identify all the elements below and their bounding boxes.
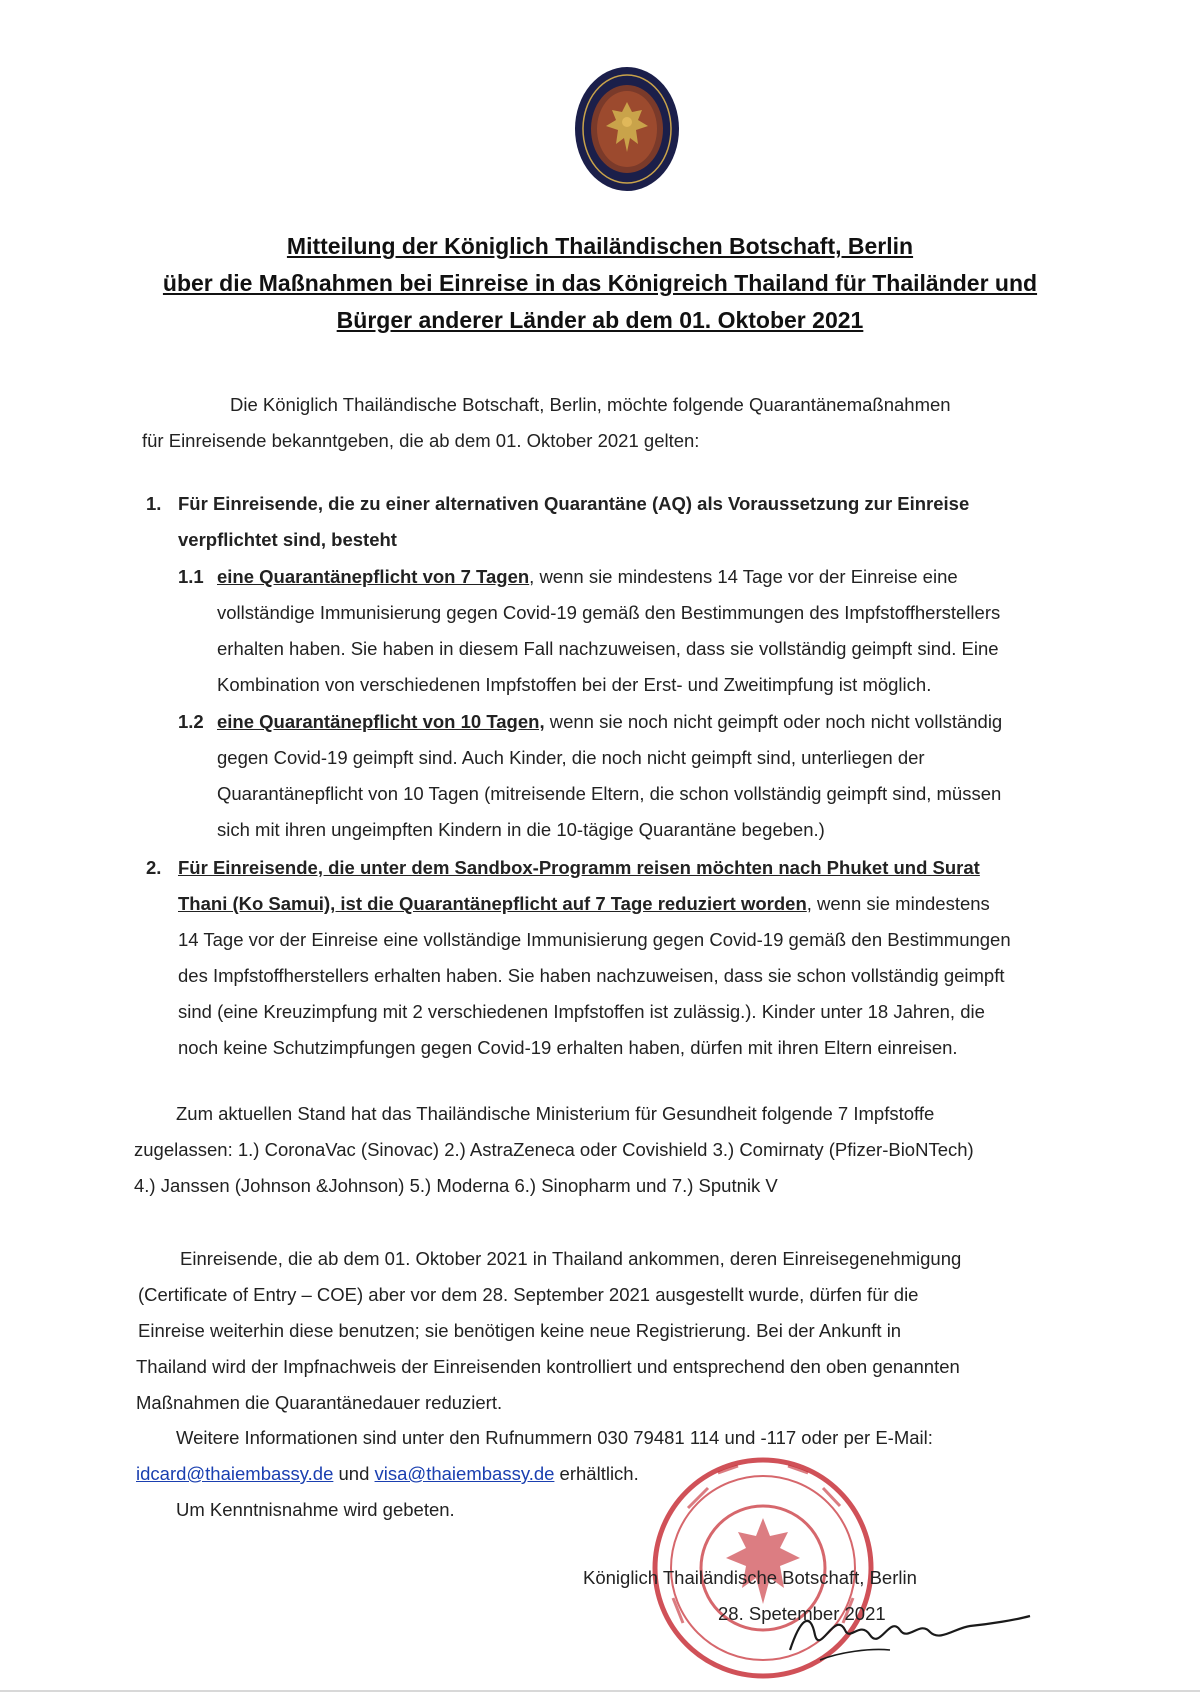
item-1-number: 1. bbox=[146, 493, 162, 514]
page-bottom-edge bbox=[0, 1690, 1200, 1692]
coe-line-1: Einreisende, die ab dem 01. Oktober 2021 in Thailand ankommen, deren Einreisegenehmigung bbox=[180, 1248, 962, 1269]
item-2-line-5: sind (eine Kreuzimpfung mit 2 verschiedenen Impfstoffen ist zulässig.). Kinder unter 18 Jahren, die bbox=[178, 1001, 985, 1022]
item-1-line-2: verpflichtet sind, besteht bbox=[178, 529, 397, 550]
coe-line-3: Einreise weiterhin diese benutzen; sie benötigen keine neue Registrierung. Bei der Ankunft in bbox=[138, 1320, 902, 1341]
coe-line-2: (Certificate of Entry – COE) aber vor dem 28. September 2021 ausgestellt wurde, dürfen für die bbox=[138, 1284, 919, 1305]
item-2-line-2-rest: , wenn sie mindestens bbox=[806, 893, 990, 914]
sub-1-2-lead: eine Quarantänepflicht von 10 Tagen, bbox=[217, 711, 545, 732]
intro-line-2: für Einreisende bekanntgeben, die ab dem 01. Oktober 2021 gelten: bbox=[142, 430, 700, 451]
coe-line-4: Thailand wird der Impfnachweis der Einreisenden kontrolliert und entsprechend den oben genannten bbox=[136, 1356, 960, 1377]
intro-line-1: Die Königlich Thailändische Botschaft, Berlin, möchte folgende Quarantänemaßnahmen bbox=[230, 394, 951, 415]
sub-1-2-line-1-rest: wenn sie noch nicht geimpft oder noch nicht vollständig bbox=[544, 711, 1003, 732]
item-2-line-6: noch keine Schutzimpfungen gegen Covid-19 erhalten haben, dürfen mit ihren Eltern einreisen. bbox=[178, 1037, 958, 1058]
item-2-number: 2. bbox=[146, 857, 162, 878]
sub-1-2-line-3: Quarantänepflicht von 10 Tagen (mitreisende Eltern, die schon vollständig geimpft sind, müssen bbox=[217, 783, 1002, 804]
sub-1-1-lead: eine Quarantänepflicht von 7 Tagen bbox=[217, 566, 530, 587]
item-1-line-1: Für Einreisende, die zu einer alternativen Quarantäne (AQ) als Voraussetzung zur Einreise bbox=[178, 493, 970, 514]
signature-date: 28. Spetember 2021 bbox=[718, 1603, 886, 1624]
handwritten-signature bbox=[780, 1580, 1040, 1670]
item-2-line-4: des Impfstoffherstellers erhalten haben. Sie haben nachzuweisen, dass sie schon vollständig geimpft bbox=[178, 965, 1005, 986]
coe-line-5: Maßnahmen die Quarantänedauer reduziert. bbox=[136, 1392, 503, 1413]
item-2-line-3: 14 Tage vor der Einreise eine vollständige Immunisierung gegen Covid-19 gemäß den Bestimmungen bbox=[178, 929, 1011, 950]
item-2-line-2 bbox=[178, 886, 990, 922]
info-line-2 bbox=[136, 1456, 639, 1492]
vaccines-line-2: zugelassen: 1.) CoronaVac (Sinovac) 2.) AstraZeneca oder Covishield 3.) Comirnaty (Pfizer-BioNTech) bbox=[134, 1139, 974, 1160]
document-title bbox=[0, 228, 1200, 339]
info-line-1: Weitere Informationen sind unter den Rufnummern 030 79481 114 und -117 oder per E-Mail: bbox=[176, 1427, 933, 1448]
vaccines-line-3: 4.) Janssen (Johnson &Johnson) 5.) Moderna 6.) Sinopharm und 7.) Sputnik V bbox=[134, 1175, 778, 1196]
vaccines-line-1: Zum aktuellen Stand hat das Thailändische Ministerium für Gesundheit folgende 7 Impfstoffe bbox=[176, 1103, 935, 1124]
sub-1-1-line-3: erhalten haben. Sie haben in diesem Fall nachzuweisen, dass sie vollständig geimpft sind. Eine bbox=[217, 638, 999, 659]
email-link-visa[interactable]: visa@thaiembassy.de bbox=[374, 1463, 555, 1484]
sub-1-1-line-1 bbox=[217, 559, 958, 595]
email-connector: und bbox=[333, 1463, 375, 1484]
closing-line: Um Kenntnisnahme wird gebeten. bbox=[176, 1499, 455, 1520]
item-2-lead-line-1: Für Einreisende, die unter dem Sandbox-Programm reisen möchten nach Phuket und Surat bbox=[178, 857, 980, 878]
sub-1-1-line-4: Kombination von verschiedenen Impfstoffen bei der Erst- und Zweitimpfung ist möglich. bbox=[217, 674, 932, 695]
sub-1-2-line-1 bbox=[217, 704, 1002, 740]
sub-1-2-line-4: sich mit ihren ungeimpften Kindern in die 10-tägige Quarantäne begeben.) bbox=[217, 819, 825, 840]
email-link-idcard[interactable]: idcard@thaiembassy.de bbox=[136, 1463, 334, 1484]
title-line-3: Bürger anderer Länder ab dem 01. Oktober 2021 bbox=[336, 307, 864, 333]
email-suffix: erhältlich. bbox=[554, 1463, 639, 1484]
title-line-2: über die Maßnahmen bei Einreise in das Königreich Thailand für Thailänder und bbox=[162, 270, 1038, 296]
item-2-lead-line-2: Thani (Ko Samui), ist die Quarantänepflicht auf 7 Tage reduziert worden bbox=[178, 893, 807, 914]
sub-1-1-line-1-rest: , wenn sie mindestens 14 Tage vor der Einreise eine bbox=[529, 566, 958, 587]
sub-1-1-line-2: vollständige Immunisierung gegen Covid-19 gemäß den Bestimmungen des Impfstoffherstellers bbox=[217, 602, 1001, 623]
title-line-1: Mitteilung der Königlich Thailändischen Botschaft, Berlin bbox=[286, 233, 914, 259]
sub-1-1-number: 1.1 bbox=[178, 566, 204, 587]
signature-org: Königlich Thailändische Botschaft, Berlin bbox=[583, 1567, 917, 1588]
sub-1-2-line-2: gegen Covid-19 geimpft sind. Auch Kinder, die noch nicht geimpft sind, unterliegen der bbox=[217, 747, 925, 768]
sub-1-2-number: 1.2 bbox=[178, 711, 204, 732]
garuda-emblem-icon bbox=[572, 64, 682, 194]
